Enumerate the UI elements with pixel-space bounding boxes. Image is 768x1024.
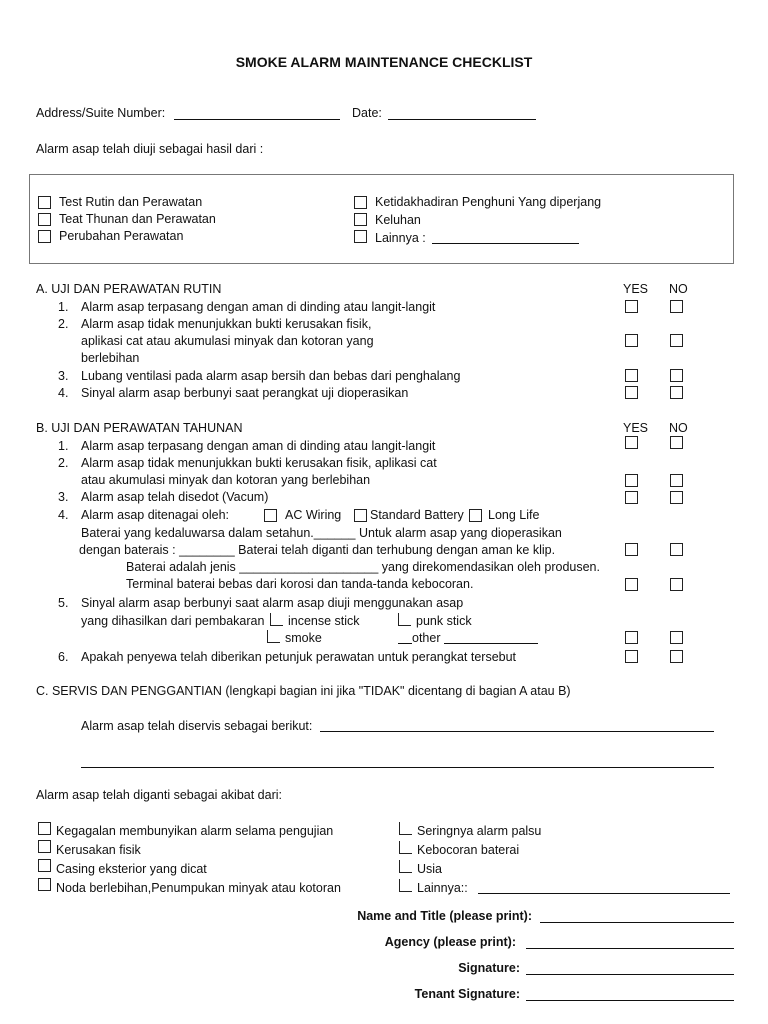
- b2-yes-checkbox[interactable]: [625, 474, 638, 487]
- item-text: yang dihasilkan dari pembakaran: [81, 614, 265, 628]
- reason-label: Test Rutin dan Perawatan: [59, 195, 203, 209]
- item-text: Sinyal alarm asap berbunyi saat perangkat uji dioperasikan: [81, 386, 409, 400]
- a4-yes-checkbox[interactable]: [625, 386, 638, 399]
- date-field[interactable]: [388, 119, 536, 120]
- item-text: Alarm asap terpasang dengan aman di dinding atau langit-langit: [81, 439, 436, 453]
- b6-no-checkbox[interactable]: [670, 650, 683, 663]
- item-text: dengan baterais : ________ Baterai telah diganti dan terhubung dengan aman ke klip.: [79, 543, 556, 557]
- option-label: Long Life: [488, 508, 540, 522]
- item-text: aplikasi cat atau akumulasi minyak dan kotoran yang: [81, 334, 374, 348]
- tenant-signature-field[interactable]: [526, 1000, 734, 1001]
- age-checkbox[interactable]: [399, 860, 412, 873]
- b5-no-checkbox[interactable]: [670, 631, 683, 644]
- serviced-label: Alarm asap telah diservis sebagai berikut:: [81, 719, 313, 733]
- a2-yes-checkbox[interactable]: [625, 334, 638, 347]
- section-a-heading: A. UJI DAN PERAWATAN RUTIN: [36, 282, 222, 296]
- b4-battery-no-checkbox[interactable]: [670, 543, 683, 556]
- failure-checkbox[interactable]: [38, 822, 51, 835]
- item-number: 6.: [58, 650, 69, 664]
- a3-yes-checkbox[interactable]: [625, 369, 638, 382]
- agency-label: Agency (please print):: [384, 935, 516, 949]
- false-alarms-checkbox[interactable]: [399, 822, 412, 835]
- section-b-heading: B. UJI DAN PERAWATAN TAHUNAN: [36, 421, 243, 435]
- item-number: 4.: [58, 508, 69, 522]
- test-reason-intro: Alarm asap telah diuji sebagai hasil dari :: [36, 142, 264, 156]
- battery-leak-checkbox[interactable]: [399, 841, 412, 854]
- b3-no-checkbox[interactable]: [670, 491, 683, 504]
- replaced-reason: Noda berlebihan,Penumpukan minyak atau kotoran: [56, 881, 341, 895]
- no-header: NO: [669, 282, 688, 296]
- item-text: Baterai yang kedaluwarsa dalam setahun.______ Untuk alarm asap yang dioperasikan: [81, 526, 562, 540]
- item-number: 3.: [58, 490, 69, 504]
- replaced-reason: Kebocoran baterai: [417, 843, 520, 857]
- a4-no-checkbox[interactable]: [670, 386, 683, 399]
- option-label: smoke: [285, 631, 322, 645]
- physical-damage-checkbox[interactable]: [38, 840, 51, 853]
- item-number: 2.: [58, 456, 69, 470]
- item-text: Sinyal alarm asap berbunyi saat alarm asap diuji menggunakan asap: [81, 596, 464, 610]
- page-title: SMOKE ALARM MAINTENANCE CHECKLIST: [235, 54, 533, 70]
- a1-yes-checkbox[interactable]: [625, 300, 638, 313]
- annual-test-checkbox[interactable]: [38, 213, 51, 226]
- date-label: Date:: [352, 106, 382, 120]
- standard-battery-checkbox[interactable]: [354, 509, 367, 522]
- a2-no-checkbox[interactable]: [670, 334, 683, 347]
- signature-field[interactable]: [526, 974, 734, 975]
- item-text: Lubang ventilasi pada alarm asap bersih dan bebas dari penghalang: [81, 369, 461, 383]
- excess-dirt-checkbox[interactable]: [38, 878, 51, 891]
- long-life-checkbox[interactable]: [469, 509, 482, 522]
- item-text: Apakah penyewa telah diberikan petunjuk perawatan untuk perangkat tersebut: [81, 650, 517, 664]
- maintenance-change-checkbox[interactable]: [38, 230, 51, 243]
- smoke-checkbox[interactable]: [267, 630, 280, 643]
- b2-no-checkbox[interactable]: [670, 474, 683, 487]
- yes-header: YES: [623, 282, 649, 296]
- signature-label: Signature:: [458, 961, 520, 975]
- other-smoke-checkbox[interactable]: [398, 643, 412, 644]
- section-c-heading: C. SERVIS DAN PENGGANTIAN (lengkapi bagian ini jika "TIDAK" dicentang di bagian A atau B): [36, 684, 571, 698]
- item-text: Alarm asap terpasang dengan aman di dinding atau langit-langit: [81, 300, 436, 314]
- b1-no-checkbox[interactable]: [670, 436, 683, 449]
- punk-stick-checkbox[interactable]: [398, 613, 411, 626]
- address-label: Address/Suite Number:: [36, 106, 166, 120]
- item-text: Alarm asap tidak menunjukkan bukti kerusakan fisik, aplikasi cat: [81, 456, 437, 470]
- item-text: Alarm asap tidak menunjukkan bukti kerusakan fisik,: [81, 317, 372, 331]
- address-field[interactable]: [174, 119, 340, 120]
- item-text: Terminal baterai bebas dari korosi dan tanda-tanda kebocoran.: [126, 577, 474, 591]
- replaced-intro: Alarm asap telah diganti sebagai akibat dari:: [36, 788, 282, 802]
- reason-label: Ketidakhadiran Penghuni Yang diperjang: [375, 195, 602, 209]
- item-text: berlebihan: [81, 351, 140, 365]
- complaint-checkbox[interactable]: [354, 213, 367, 226]
- name-title-field[interactable]: [540, 922, 734, 923]
- replaced-reason: Kegagalan membunyikan alarm selama pengujian: [56, 824, 334, 838]
- name-title-label: Name and Title (please print):: [357, 909, 532, 923]
- reason-label: Perubahan Perawatan: [59, 229, 184, 243]
- b4-terminal-yes-checkbox[interactable]: [625, 578, 638, 591]
- b1-yes-checkbox[interactable]: [625, 436, 638, 449]
- b6-yes-checkbox[interactable]: [625, 650, 638, 663]
- item-number: 1.: [58, 300, 69, 314]
- other-smoke-field[interactable]: [444, 643, 538, 644]
- replaced-reason: Seringnya alarm palsu: [417, 824, 542, 838]
- painted-casing-checkbox[interactable]: [38, 859, 51, 872]
- other-reason-field[interactable]: [432, 243, 579, 244]
- a3-no-checkbox[interactable]: [670, 369, 683, 382]
- ac-wiring-checkbox[interactable]: [264, 509, 277, 522]
- replaced-reason: Usia: [417, 862, 443, 876]
- routine-test-checkbox[interactable]: [38, 196, 51, 209]
- yes-header: YES: [623, 421, 649, 435]
- a1-no-checkbox[interactable]: [670, 300, 683, 313]
- item-number: 3.: [58, 369, 69, 383]
- incense-stick-checkbox[interactable]: [270, 613, 283, 626]
- other-replaced-checkbox[interactable]: [399, 879, 412, 892]
- item-number: 5.: [58, 596, 69, 610]
- option-label: other: [412, 631, 441, 645]
- item-text: Alarm asap telah disedot (Vacum): [81, 490, 269, 504]
- option-label: punk stick: [416, 614, 472, 628]
- item-text: Alarm asap ditenagai oleh:: [81, 508, 230, 522]
- other-replaced-field[interactable]: [478, 893, 730, 894]
- reason-label: Lainnya :: [375, 231, 426, 245]
- b5-yes-checkbox[interactable]: [625, 631, 638, 644]
- item-text: atau akumulasi minyak dan kotoran yang berlebihan: [81, 473, 371, 487]
- item-text: Baterai adalah jenis ____________________ yang direkomendasikan oleh produsen.: [126, 560, 600, 574]
- no-header: NO: [669, 421, 688, 435]
- serviced-field[interactable]: [320, 731, 714, 732]
- replaced-reason: Casing eksterior yang dicat: [56, 862, 207, 876]
- serviced-field-line-2[interactable]: [81, 767, 714, 768]
- item-number: 4.: [58, 386, 69, 400]
- agency-field[interactable]: [526, 948, 734, 949]
- b4-terminal-no-checkbox[interactable]: [670, 578, 683, 591]
- other-reason-checkbox[interactable]: [354, 230, 367, 243]
- reason-label: Teat Thunan dan Perawatan: [59, 212, 216, 226]
- option-label: Standard Battery: [370, 508, 464, 522]
- b4-battery-yes-checkbox[interactable]: [625, 543, 638, 556]
- reason-label: Keluhan: [375, 213, 421, 227]
- option-label: incense stick: [288, 614, 360, 628]
- item-number: 2.: [58, 317, 69, 331]
- tenant-absence-checkbox[interactable]: [354, 196, 367, 209]
- b3-yes-checkbox[interactable]: [625, 491, 638, 504]
- tenant-signature-label: Tenant Signature:: [414, 987, 520, 1001]
- replaced-reason: Kerusakan fisik: [56, 843, 141, 857]
- item-number: 1.: [58, 439, 69, 453]
- option-label: AC Wiring: [285, 508, 342, 522]
- replaced-reason: Lainnya::: [417, 881, 468, 895]
